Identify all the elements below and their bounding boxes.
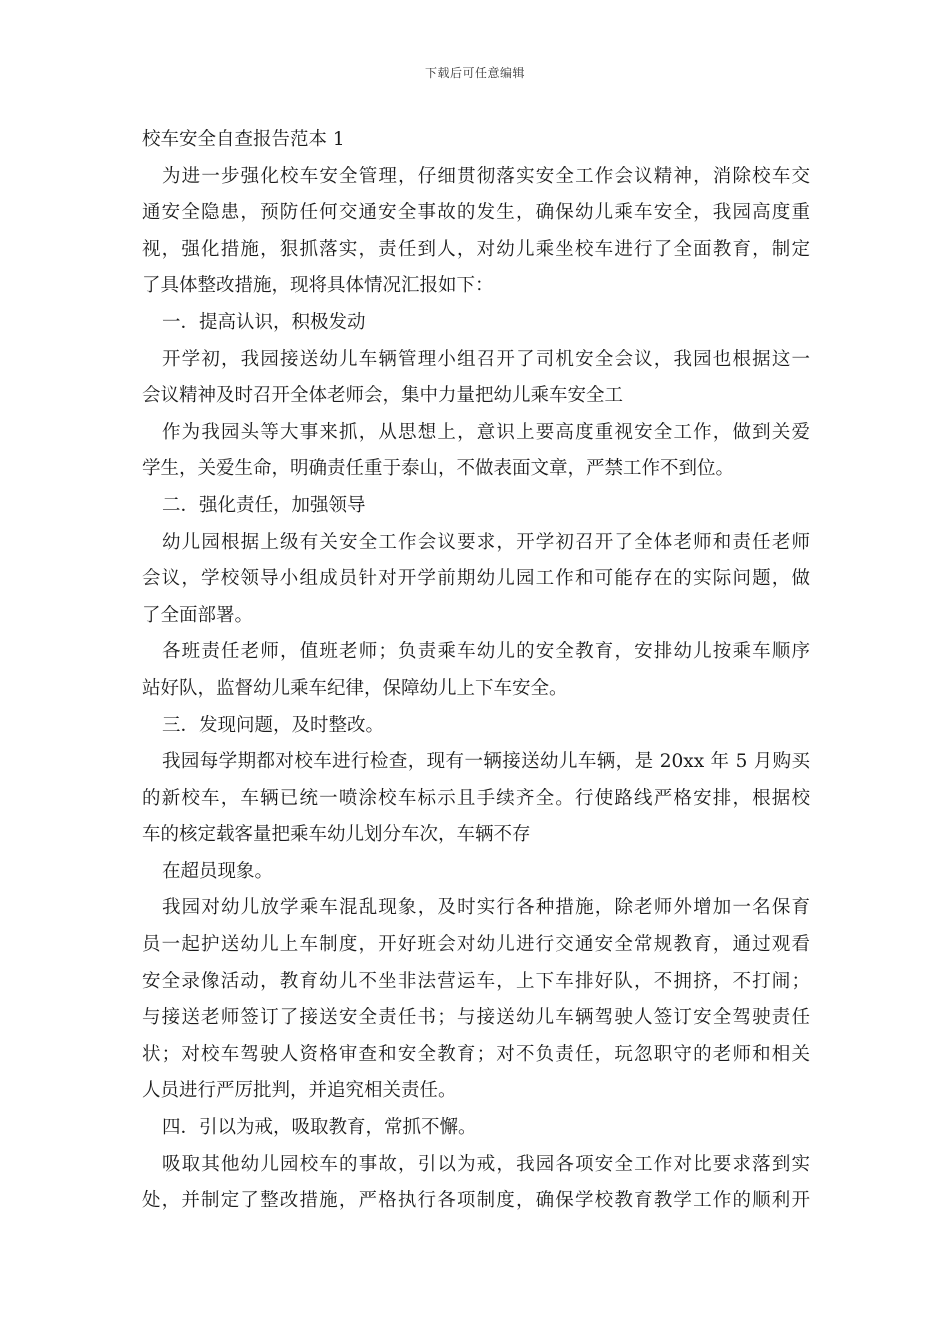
paragraph-line: 开学初，我园接送幼儿车辆管理小组召开了司机安全会议，我园也根据这一 xyxy=(162,348,810,370)
paragraph-line: 员一起护送幼儿上车制度，开好班会对幼儿进行交通安全常规教育，通过观看 xyxy=(142,934,810,956)
paragraph-line: 站好队，监督幼儿乘车纪律，保障幼儿上下车安全。 xyxy=(142,677,568,699)
paragraph-line: 会议精神及时召开全体老师会，集中力量把幼儿乘车安全工 xyxy=(142,385,624,407)
section-heading: 一．提高认识，积极发动 xyxy=(162,311,366,333)
paragraph-line: 视，强化措施，狠抓落实，责任到人，对幼儿乘坐校车进行了全面教育，制定 xyxy=(142,238,810,260)
paragraph-line: 通安全隐患，预防任何交通安全事故的发生，确保幼儿乘车安全，我园高度重 xyxy=(142,202,810,224)
paragraph-line: 我园对幼儿放学乘车混乱现象，及时实行各种措施，除老师外增加一名保育 xyxy=(162,897,810,919)
document-body xyxy=(142,122,810,1220)
header-note: 下载后可任意编辑 xyxy=(424,66,525,80)
paragraph-line: 学生，关爱生命，明确责任重于泰山，不做表面文章，严禁工作不到位。 xyxy=(142,458,735,480)
paragraph-line: 安全录像活动，教育幼儿不坐非法营运车，上下车排好队，不拥挤，不打闹； xyxy=(142,970,810,992)
section-heading: 二．强化责任，加强领导 xyxy=(162,494,366,516)
paragraph-line: 人员进行严厉批判，并追究相关责任。 xyxy=(142,1080,457,1102)
paragraph-line: 处，并制定了整改措施，严格执行各项制度，确保学校教育教学工作的顺利开 xyxy=(142,1190,810,1212)
paragraph-line: 了全面部署。 xyxy=(142,604,254,626)
paragraph-line: 在超员现象。 xyxy=(162,860,274,882)
paragraph-line: 作为我园头等大事来抓，从思想上，意识上要高度重视安全工作，做到关爱 xyxy=(162,421,810,443)
paragraph-line: 的新校车，车辆已统一喷涂校车标示且手续齐全。行使路线严格安排，根据校 xyxy=(142,787,810,809)
section-heading: 四．引以为戒，吸取教育，常抓不懈。 xyxy=(162,1117,477,1139)
paragraph-line: 了具体整改措施，现将具体情况汇报如下： xyxy=(142,275,494,297)
paragraph-line: 与接送老师签订了接送安全责任书；与接送幼儿车辆驾驶人签订安全驾驶责任 xyxy=(142,1007,810,1029)
section-heading: 三．发现问题，及时整改。 xyxy=(162,714,385,736)
paragraph-line: 幼儿园根据上级有关安全工作会议要求，开学初召开了全体老师和责任老师 xyxy=(162,531,810,553)
doc-title: 校车安全自查报告范本 1 xyxy=(142,129,345,150)
paragraph-line: 吸取其他幼儿园校车的事故，引以为戒，我园各项安全工作对比要求落到实 xyxy=(162,1153,810,1175)
paragraph-line: 我园每学期都对校车进行检查，现有一辆接送幼儿车辆，是 20xx 年 5 月购买 xyxy=(162,751,810,773)
paragraph-line: 会议，学校领导小组成员针对开学前期幼儿园工作和可能存在的实际问题，做 xyxy=(142,568,810,590)
paragraph-line: 状；对校车驾驶人资格审查和安全教育；对不负责任，玩忽职守的老师和相关 xyxy=(142,1043,810,1065)
paragraph-line: 车的核定载客量把乘车幼儿划分车次，车辆不存 xyxy=(142,824,531,846)
paragraph-line: 为进一步强化校车安全管理，仔细贯彻落实安全工作会议精神，消除校车交 xyxy=(162,165,810,187)
paragraph-line: 各班责任老师，值班老师；负责乘车幼儿的安全教育，安排幼儿按乘车顺序 xyxy=(162,641,810,663)
